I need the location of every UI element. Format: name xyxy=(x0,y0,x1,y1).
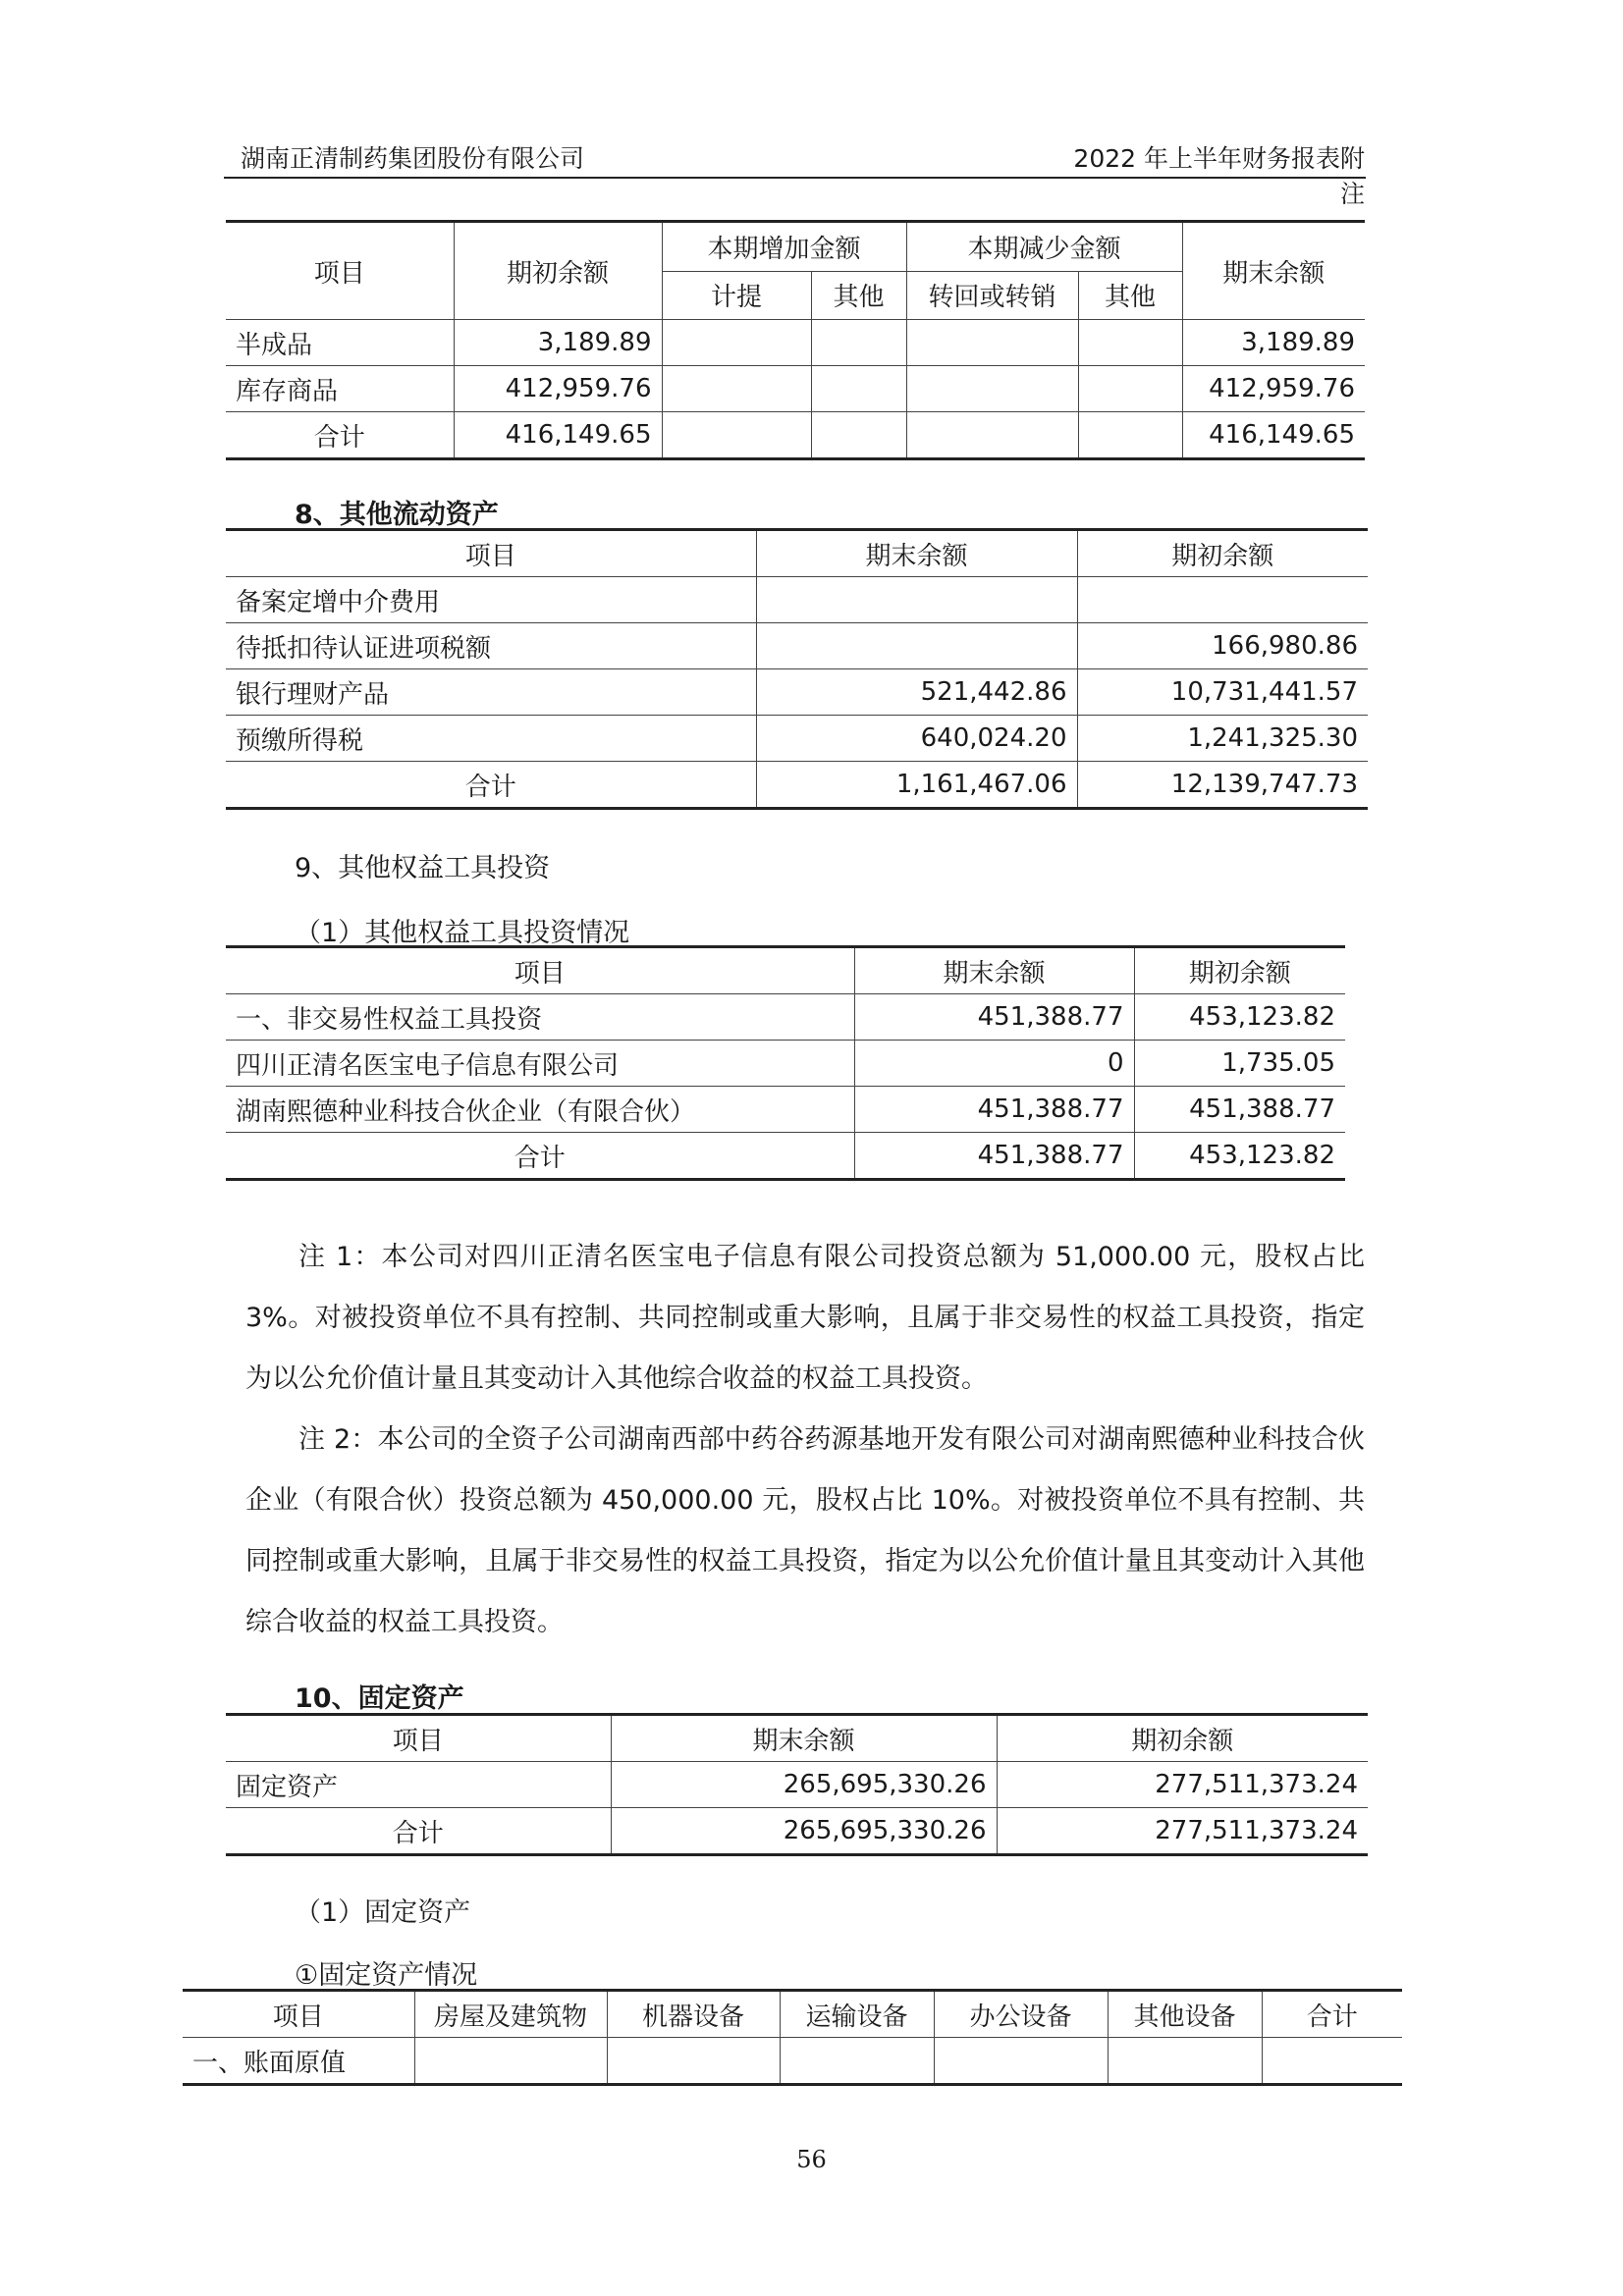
subsection-title: ①固定资产情况 xyxy=(295,1960,478,1991)
col-header-item: 项目 xyxy=(226,947,854,994)
table-row: 预缴所得税 640,024.20 1,241,325.30 xyxy=(226,716,1368,762)
note-1: 注 1：本公司对四川正清名医宝电子信息有限公司投资总额为 51,000.00 元，股权占比 3%。对被投资单位不具有控制、共同控制或重大影响，且属于非交易性的权益工具投资，指定为以公允价值计量且其变动计入其他综合收益的权益工具投资。 xyxy=(245,1242,1365,1394)
col-header-total: 合计 xyxy=(1262,1991,1402,2038)
col-header-other: 其他 xyxy=(1078,271,1182,319)
col-header-item: 项目 xyxy=(226,222,454,320)
table-row: 一、非交易性权益工具投资 451,388.77 453,123.82 xyxy=(226,994,1345,1041)
col-header-increase: 本期增加金额 xyxy=(662,222,906,272)
col-header-item: 项目 xyxy=(226,1715,611,1762)
section-title: 9、其他权益工具投资 xyxy=(295,853,551,883)
other-current-assets-table xyxy=(226,528,1368,810)
col-header-begin: 期初余额 xyxy=(1134,947,1345,994)
subsection-title: （1）固定资产 xyxy=(295,1897,471,1928)
col-header-begin: 期初余额 xyxy=(1077,530,1368,577)
table-row: 待抵扣待认证进项税额 166,980.86 xyxy=(226,623,1368,669)
col-header-transport: 运输设备 xyxy=(780,1991,934,2038)
col-header-other: 其他 xyxy=(811,271,906,319)
inventory-provision-table xyxy=(226,220,1365,460)
col-header-decrease: 本期减少金额 xyxy=(906,222,1182,272)
col-header-reversal: 转回或转销 xyxy=(906,271,1078,319)
other-equity-investments-table xyxy=(226,945,1345,1181)
col-header-other-equipment: 其他设备 xyxy=(1108,1991,1262,2038)
col-header-office: 办公设备 xyxy=(934,1991,1108,2038)
section-title: 8、其他流动资产 xyxy=(295,500,499,530)
note-2: 注 2：本公司的全资子公司湖南西部中药谷药源基地开发有限公司对湖南熙德种业科技合伙企业（有限合伙）投资总额为 450,000.00 元，股权占比 10%。对被投资单位不具有控制、共同控制或重大影响，且属于非交易性的权益工具投资，指定为以公允价值计量且其变动计入其他综合收益的权益工具投资。 xyxy=(245,1424,1365,1637)
col-header-accrue: 计提 xyxy=(662,271,811,319)
total-row: 合计 265,695,330.26 277,511,373.24 xyxy=(226,1808,1368,1855)
col-header-end: 期末余额 xyxy=(1182,222,1365,320)
total-row: 合计 416,149.65 416,149.65 xyxy=(226,412,1365,459)
report-title: 2022 年上半年财务报表附注 xyxy=(1073,144,1365,208)
header-rule xyxy=(224,177,1366,179)
section-title: 10、固定资产 xyxy=(295,1683,464,1714)
table-row: 固定资产 265,695,330.26 277,511,373.24 xyxy=(226,1762,1368,1808)
table-row: 银行理财产品 521,442.86 10,731,441.57 xyxy=(226,669,1368,716)
table-row: 库存商品 412,959.76 412,959.76 xyxy=(226,366,1365,412)
table-row: 湖南熙德种业科技合伙企业（有限合伙） 451,388.77 451,388.77 xyxy=(226,1087,1345,1133)
col-header-begin: 期初余额 xyxy=(454,222,662,320)
col-header-end: 期末余额 xyxy=(756,530,1077,577)
table-row: 备案定增中介费用 xyxy=(226,577,1368,623)
col-header-item: 项目 xyxy=(226,530,756,577)
col-header-end: 期末余额 xyxy=(854,947,1134,994)
page-number: 56 xyxy=(796,2146,827,2173)
fixed-assets-detail-table xyxy=(183,1989,1402,2086)
col-header-buildings: 房屋及建筑物 xyxy=(414,1991,607,2038)
subsection-title: （1）其他权益工具投资情况 xyxy=(295,918,630,948)
table-row: 一、账面原值 xyxy=(183,2038,1402,2085)
table-row: 半成品 3,189.89 3,189.89 xyxy=(226,320,1365,366)
table-row: 四川正清名医宝电子信息有限公司 0 1,735.05 xyxy=(226,1041,1345,1087)
total-row: 合计 1,161,467.06 12,139,747.73 xyxy=(226,762,1368,809)
col-header-machinery: 机器设备 xyxy=(607,1991,780,2038)
col-header-item: 项目 xyxy=(183,1991,414,2038)
total-row: 合计 451,388.77 453,123.82 xyxy=(226,1133,1345,1180)
col-header-begin: 期初余额 xyxy=(997,1715,1368,1762)
col-header-end: 期末余额 xyxy=(611,1715,997,1762)
company-name: 湖南正清制药集团股份有限公司 xyxy=(241,144,585,173)
fixed-assets-summary-table xyxy=(226,1713,1368,1856)
